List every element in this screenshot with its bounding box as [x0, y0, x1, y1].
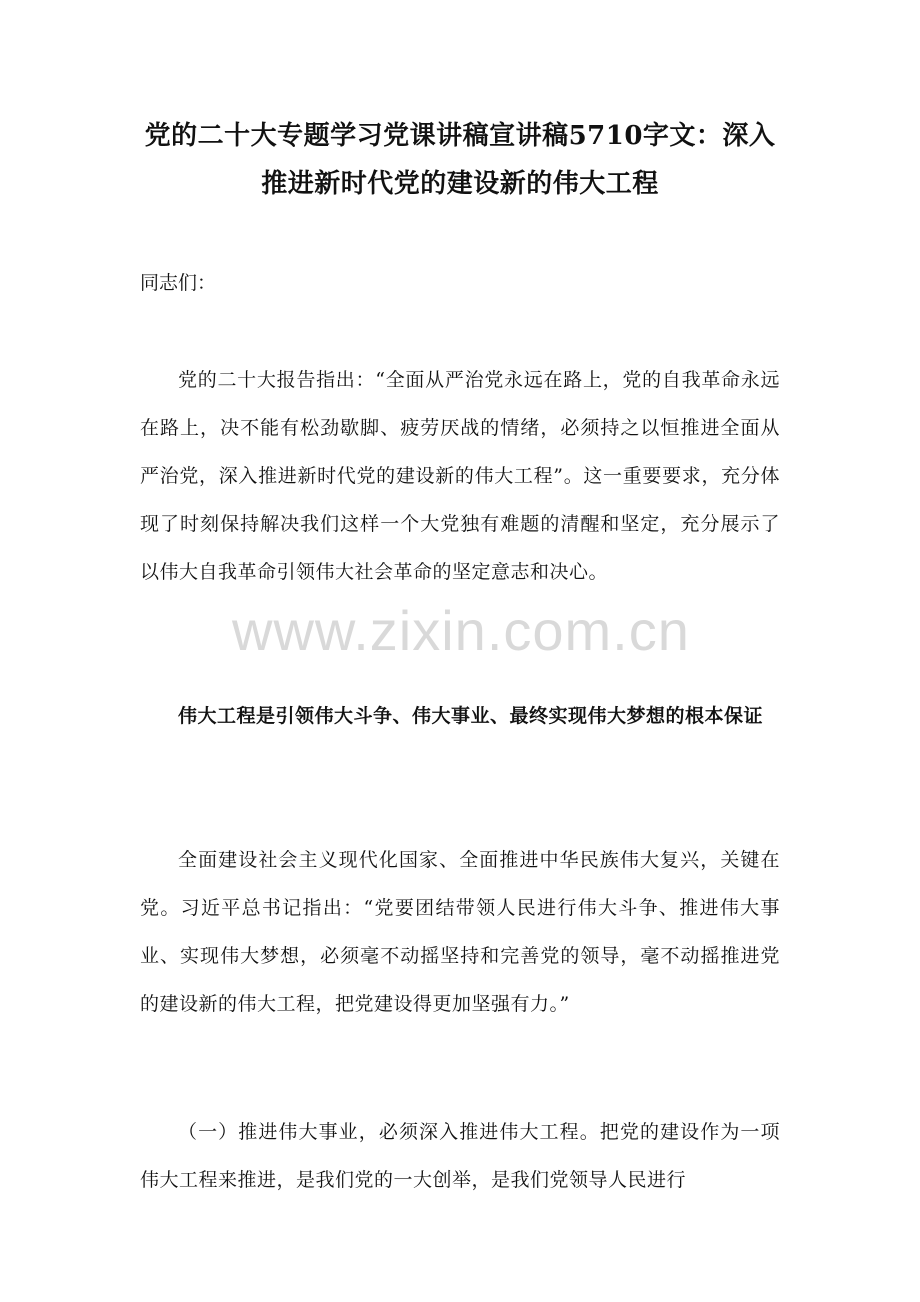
paragraph-1: 党的二十大报告指出：“全面从严治党永远在路上，党的自我革命永远在路上，决不能有松劲歇脚、疲劳厌战的情绪，必须持之以恒推进全面从严治党，深入推进新时代党的建设新的伟大工程”。这一重要要求，充分体现了时刻保持解决我们这样一个大党独有难题的清醒和坚定，充分展示了以伟大自我革命引领伟大社会革命的坚定意志和决心。 — [140, 369, 780, 583]
greeting: 同志们： — [140, 272, 217, 294]
paragraph-2: 全面建设社会主义现代化国家、全面推进中华民族伟大复兴，关键在党。习近平总书记指出：“党要团结带领人民进行伟大斗争、推进伟大事业、实现伟大梦想，必须毫不动摇坚持和完善党的领导，毫不动摇推进党的建设新的伟大工程，把党建设得更加坚强有力。” — [140, 849, 780, 1015]
section-heading-1: 伟大工程是引领伟大斗争、伟大事业、最终实现伟大梦想的根本保证 — [178, 705, 764, 727]
watermark: www.zixin.com.cn — [232, 599, 690, 662]
paragraph-3: （一）推进伟大事业，必须深入推进伟大工程。把党的建设作为一项伟大工程来推进，是我们党的一大创举，是我们党领导人民进行 — [140, 1121, 780, 1191]
document-title: 党的二十大专题学习党课讲稿宣讲稿5710字文：深入推进新时代党的建设新的伟大工程 — [144, 121, 776, 199]
